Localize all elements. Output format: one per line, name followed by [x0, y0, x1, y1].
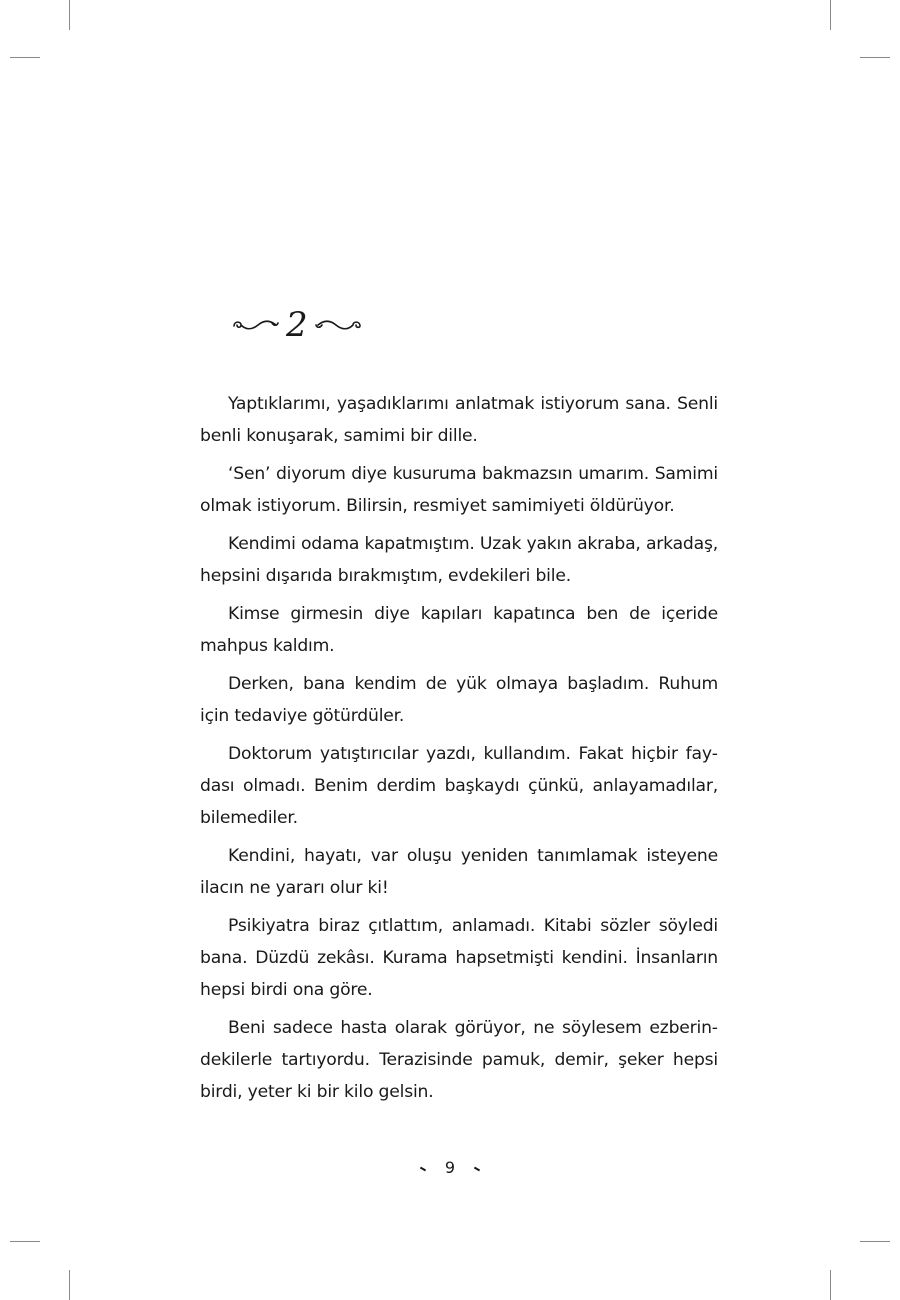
footer-tick-icon [474, 1166, 480, 1171]
crop-mark [860, 1241, 890, 1242]
crop-mark [69, 1270, 70, 1300]
chapter-number: 2 [286, 305, 308, 345]
page-footer [0, 1158, 900, 1177]
paragraph: Kimse girmesin diye kapıları kapatınca ben de içeride mahpus kaldım. [200, 604, 718, 656]
swirl-ornament-left-icon [232, 317, 280, 333]
page-number: 9 [444, 1158, 456, 1177]
chapter-heading [232, 305, 362, 345]
paragraph: Beni sadece hasta olarak görüyor, ne söylesem ezberindekilerle tartıyordu. Terazisinde pamuk, demir, şeker hepsi birdi, yeter ki bir kilo gelsin. [200, 1018, 718, 1102]
crop-mark [860, 57, 890, 58]
paragraph: Psikiyatra biraz çıtlattım, anlamadı. Kitabi sözler söyledi bana. Düzdü zekâsı. Kurama hapsetmişti kendini. İnsanların hepsi birdi ona göre. [200, 916, 718, 1000]
paragraph: Doktorum yatıştırıcılar yazdı, kullandım. Fakat hiçbir faydası olmadı. Benim derdim başkaydı çünkü, anlayamadılar, bilemediler. [200, 744, 718, 828]
paragraph: Kendimi odama kapatmıştım. Uzak yakın akraba, arkadaş, hepsini dışarıda bırakmıştım, evdekileri bile. [200, 534, 718, 586]
paragraph: Yaptıklarımı, yaşadıklarımı anlatmak istiyorum sana. Senli benli konuşarak, samimi bir dille. [200, 394, 718, 446]
paragraph: Derken, bana kendim de yük olmaya başladım. Ruhum için tedaviye götürdüler. [200, 674, 718, 726]
paragraph: Kendini, hayatı, var oluşu yeniden tanımlamak isteyene ilacın ne yararı olur ki! [200, 846, 718, 898]
paragraph: ‘Sen’ diyorum diye kusuruma bakmazsın umarım. Samimi olmak istiyorum. Bilirsin, resmiyet samimiyeti öldürüyor. [200, 464, 718, 516]
footer-tick-icon [420, 1166, 426, 1171]
crop-mark [830, 0, 831, 30]
crop-mark [69, 0, 70, 30]
body-text [200, 388, 718, 1114]
crop-mark [830, 1270, 831, 1300]
crop-mark [10, 1241, 40, 1242]
swirl-ornament-right-icon [314, 317, 362, 333]
crop-mark [10, 57, 40, 58]
